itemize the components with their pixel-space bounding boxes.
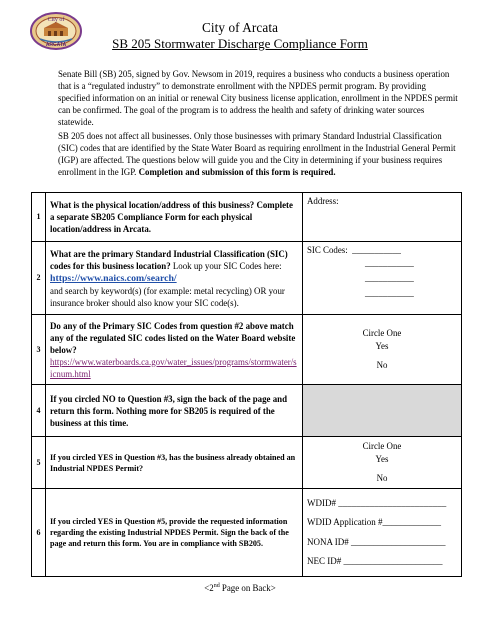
question-number: 2 (32, 242, 46, 315)
sic-blank[interactable]: ___________ (365, 272, 414, 283)
question-number: 4 (32, 385, 46, 437)
permit-info-fields (303, 489, 462, 577)
question-text-bold: Do any of the Primary SIC Codes from question #2 above match any of the regulated SIC codes listed on the Water Board website below? (50, 320, 296, 355)
question-row-5 (32, 437, 462, 489)
question-row-6 (32, 489, 462, 577)
intro-required-note: Completion and submission of this form is required. (138, 167, 336, 178)
footer-suffix: Page on Back> (219, 583, 276, 593)
question-text-search: and search by keyword(s) (for example: metal recycling) OR your insurance broker should also know your SIC code(s). (50, 285, 285, 308)
seal-text-bottom: ARCATA (45, 42, 67, 48)
nec-id-field[interactable]: NEC ID# ______________________ (307, 555, 443, 566)
intro-paragraph-2-text: SB 205 does not affect all businesses. Only those businesses with primary Standard Industrial Classification (SIC) codes that are identified by the State Water Board as requiring enrollment in the Industrial General Permit (IGP) are affected. The questions below will guide you and the City in determining if your business requires enrollment in the IGP. (58, 131, 456, 178)
question-number: 6 (32, 489, 46, 577)
circle-one-label: Circle One (362, 441, 402, 451)
question-number: 3 (32, 315, 46, 385)
sic-blank[interactable]: ___________ (365, 258, 414, 268)
no-option[interactable]: No (376, 360, 388, 370)
intro-paragraph-1: Senate Bill (SB) 205, signed by Gov. Newsom in 2019, requires a business who conducts a business operation that is a “regulated industry” to demonstrate enrollment with the NPDES permit program. By providing specified information on an initial or renewal City business license application, enrollment in the NPDES permit can be confirmed. The goal of the program is to address the health and safety of drinking water sources statewide. (58, 69, 458, 128)
question-text-lookup: Look up your SIC Codes here: (172, 260, 282, 271)
question-row-2 (32, 242, 462, 315)
page-footer (0, 583, 480, 593)
question-text: If you circled YES in Question #5, provide the requested information regarding the existing Industrial NPDES Permit. Sign the back of the page and return this form. You are in compliance with SB205. (46, 489, 303, 577)
wdid-application-field[interactable]: WDID Application #_____________ (307, 517, 441, 528)
seal-text-top: City of (47, 17, 65, 23)
question-text: If you circled NO to Question #3, sign the back of the page and return this form. Nothing more for SB205 is required of the business at this time. (46, 385, 303, 437)
sic-codes-label: SIC Codes: (307, 245, 348, 255)
sic-codes-field[interactable] (303, 242, 462, 315)
footer-sup: nd (213, 583, 220, 590)
question-row-4 (32, 385, 462, 437)
question-text (46, 242, 303, 315)
question-number: 5 (32, 437, 46, 489)
question-text (46, 315, 303, 385)
wdid-field[interactable]: WDID# ________________________ (307, 497, 447, 508)
naics-search-link[interactable]: https://www.naics.com/search/ (50, 272, 177, 284)
question-text: What is the physical location/address of this business? Complete a separate SB205 Compliance Form for each physical location/address in Arcata. (46, 193, 303, 242)
question-text: If you circled YES in Question #3, has the business already obtained an Industrial NPDES Permit? (46, 437, 303, 489)
sic-blank[interactable]: ___________ (365, 287, 414, 298)
sic-line-first (307, 244, 457, 256)
address-field[interactable] (303, 193, 462, 242)
no-option[interactable]: No (376, 473, 388, 483)
sic-blank[interactable]: ___________ (352, 245, 401, 255)
questions-table (31, 192, 462, 577)
question-number: 1 (32, 193, 46, 242)
question-row-3 (32, 315, 462, 385)
intro-paragraph-2 (58, 130, 458, 178)
circle-one-yes-no (303, 437, 462, 489)
form-title: SB 205 Stormwater Discharge Compliance Form (112, 36, 368, 51)
question-text-bold: What are the primary Standard Industrial Classification (SIC) codes for this business location? (50, 248, 288, 271)
waterboard-sic-link[interactable]: https://www.waterboards.ca.gov/water_issues/programs/stormwater/sicnum.html (50, 356, 297, 379)
circle-one-yes-no (303, 315, 462, 385)
nona-id-field[interactable]: NONA ID# _____________________ (307, 536, 446, 547)
footer-prefix: <2 (204, 583, 214, 593)
shaded-answer-cell (303, 385, 462, 437)
city-name: City of Arcata (201, 20, 279, 35)
address-label: Address: (307, 196, 339, 206)
circle-one-label: Circle One (362, 328, 402, 338)
yes-option[interactable]: Yes (375, 454, 389, 464)
question-row-1 (32, 193, 462, 242)
yes-option[interactable]: Yes (375, 341, 389, 351)
